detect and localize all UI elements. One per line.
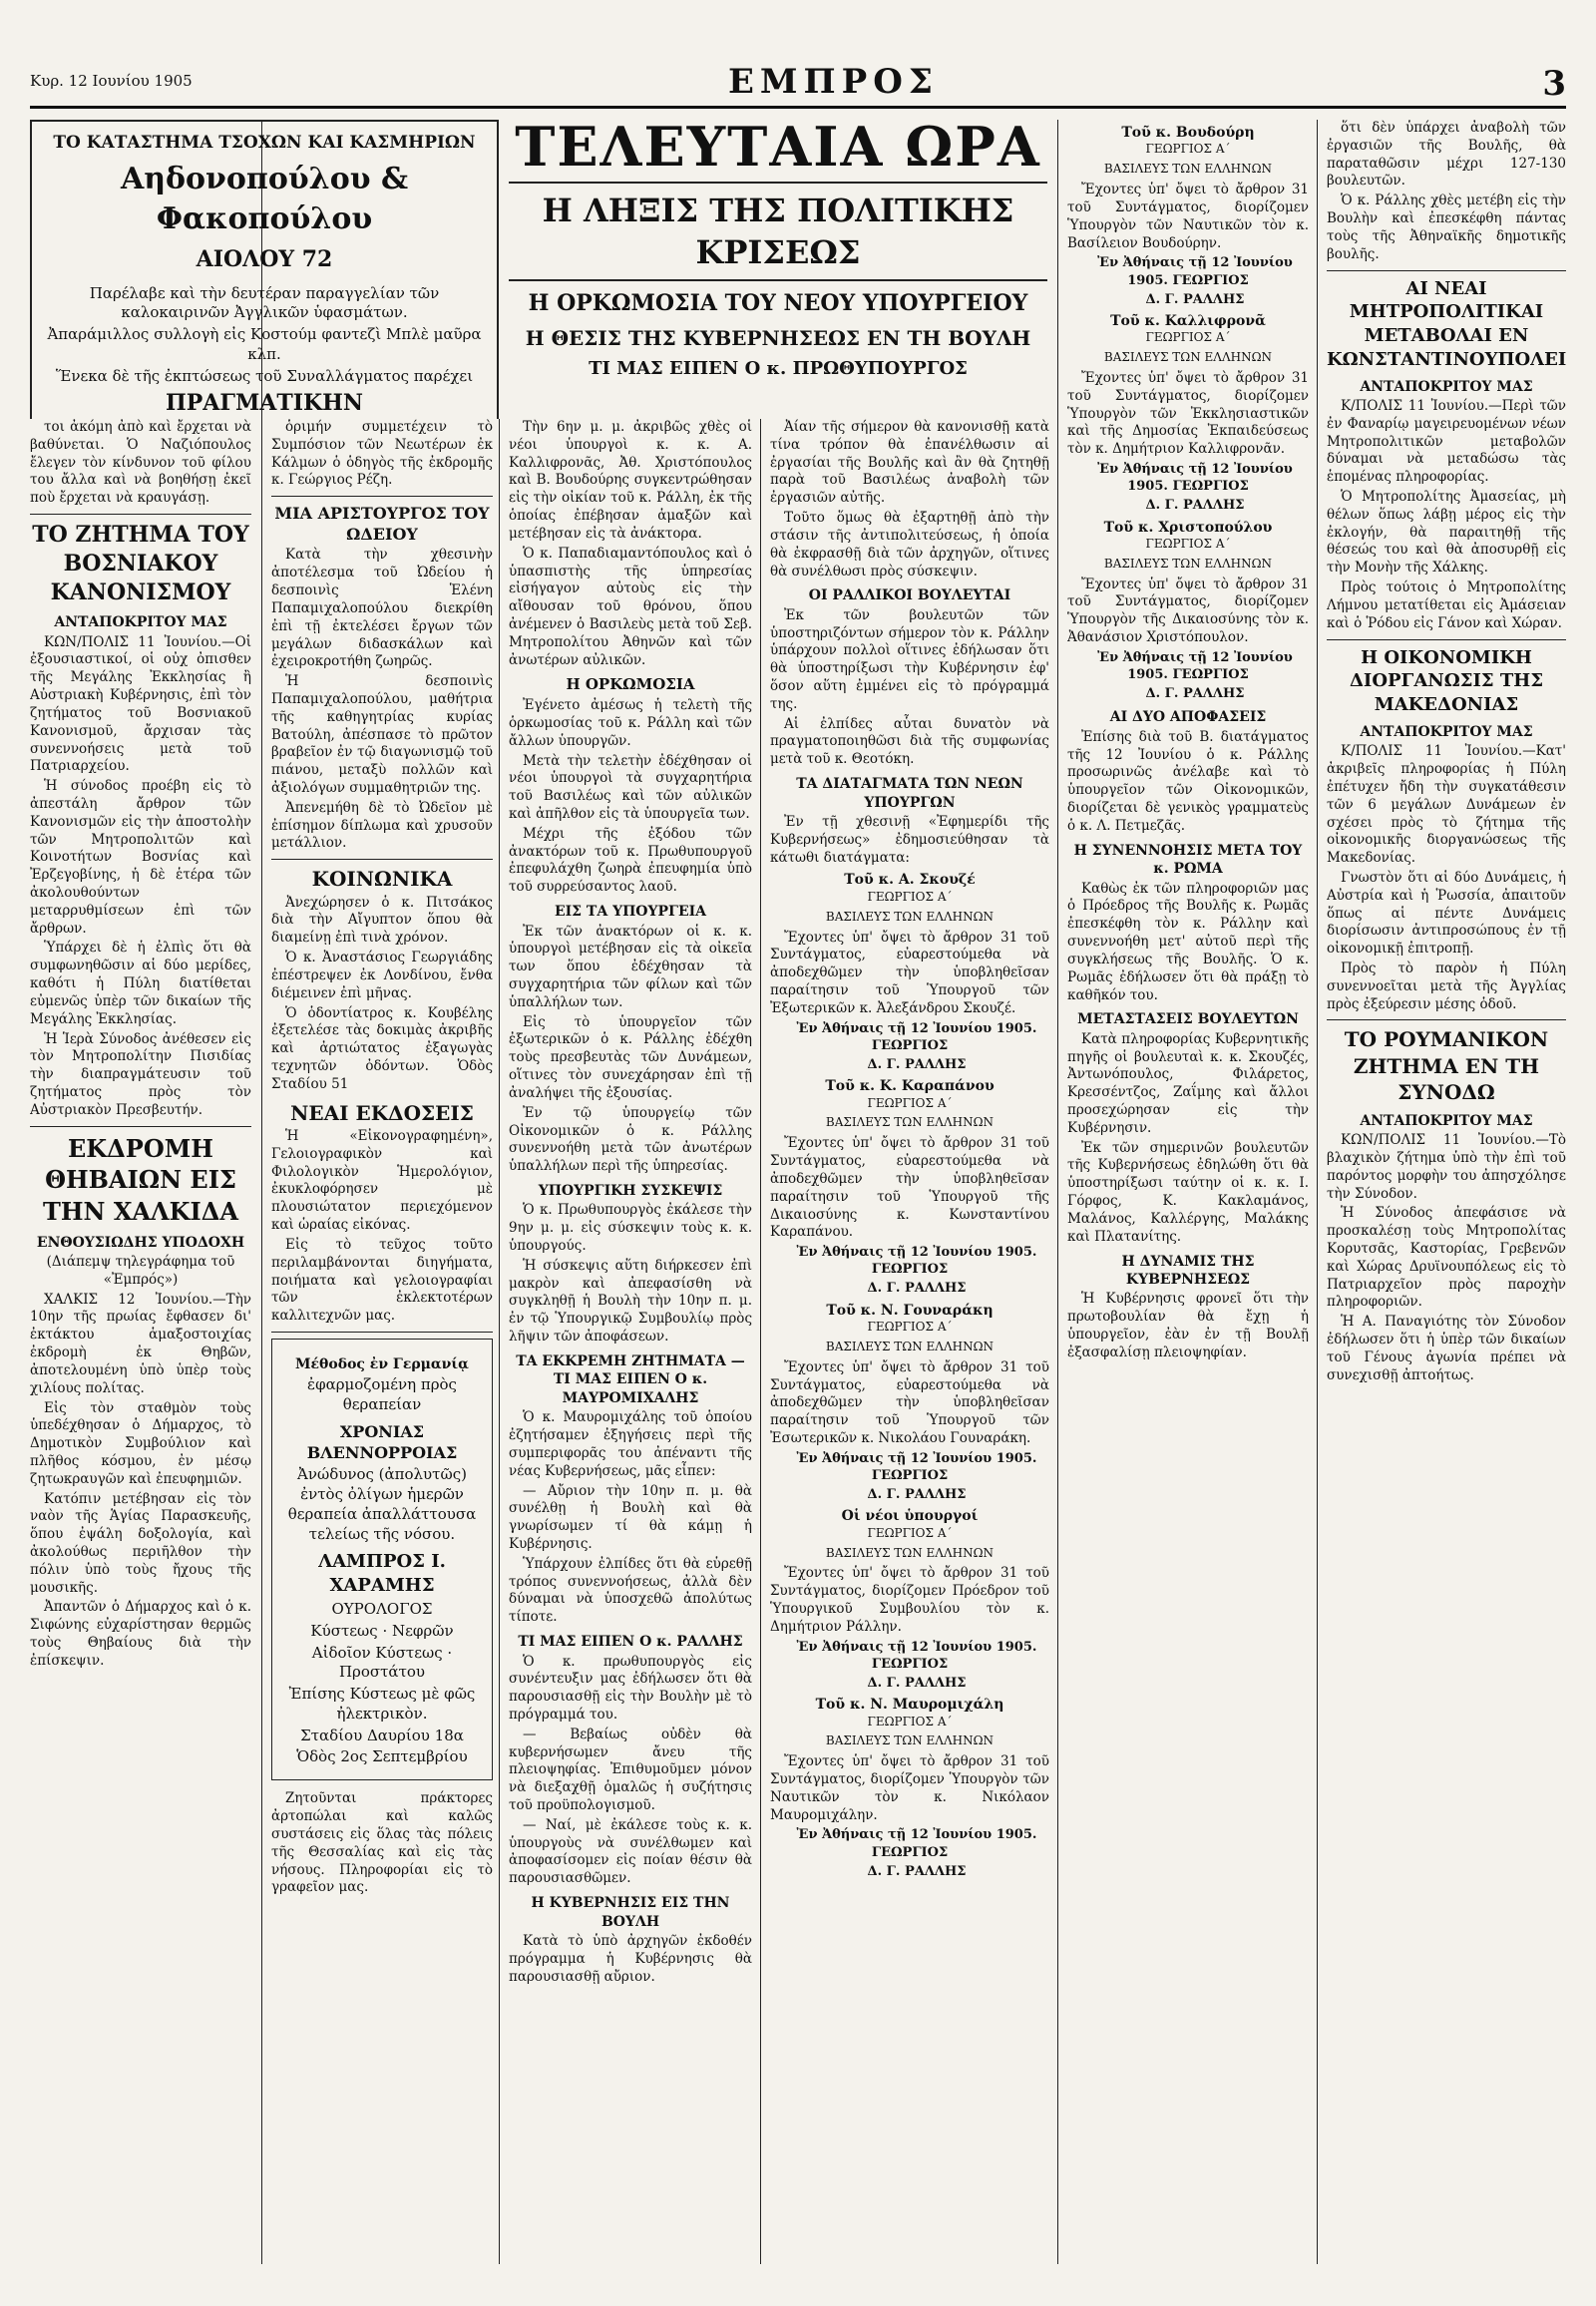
decree-body: Ἔχοντες ὑπ' ὄψει τὸ ἄρθρον 31 τοῦ Συντάγματος, διορίζομεν Ὑπουργὸν τῆς Δικαιοσύνης τὸν κ. Ἀθανάσιον Χριστόπουλον. — [1067, 576, 1309, 646]
ad-doctor-name: ΛΑΜΠΡΟΣ Ι. ΧΑΡΑΜΗΣ — [318, 1551, 446, 1597]
decree-king: ΓΕΩΡΓΙΟΣ Α΄ — [867, 1095, 953, 1110]
headline: Η ΚΥΒΕΡΝΗΣΙΣ ΕΙΣ ΤΗΝ ΒΟΥΛΗ — [531, 1895, 730, 1930]
decree-body: Ἔχοντες ὑπ' ὄψει τὸ ἄρθρον 31 τοῦ Συντάγματος, εὐαρεστούμεθα νὰ ἀποδεχθῶμεν τὴν ὑποβληθεῖσαν παραίτησιν τοῦ Ὑπουργοῦ τῶν Ἐσωτερικῶν κ. Νικολάου Γουναράκη. — [770, 1358, 1049, 1446]
paragraph: Καθὼς ἐκ τῶν πληροφοριῶν μας ὁ Πρόεδρος τῆς Βουλῆς κ. Ρωμᾶς ἐπεσκέφθη τὸν κ. Ράλλην καὶ συνεννοήθη μετ' αὐτοῦ περὶ τῆς συγκλήσεως τῆς Βουλῆς. Ὁ κ. Ρωμᾶς ἐδήλωσεν ὅτι θὰ πράξῃ τὸ καθῆκόν του. — [1067, 880, 1309, 1003]
headline: ΤΙ ΜΑΣ ΕΙΠΕΝ Ο κ. ΡΑΛΛΗΣ — [518, 1634, 743, 1651]
decree-title: Τοῦ κ. Ν. Μαυρομιχάλη — [815, 1697, 1004, 1714]
paragraph: Τοῦτο ὅμως θὰ ἐξαρτηθῇ ἀπὸ τὴν στάσιν τῆς ἀντιπολιτεύσεως, ἡ ὁποία θὰ ἐκφρασθῇ διὰ τῶν ἀρχηγῶν, οἵτινες θὰ συνέλθωσι πρὸς σύσκεψιν. — [770, 510, 1049, 579]
decree-signature: Ἐν Ἀθήναις τῇ 12 Ἰουνίου 1905. ΓΕΩΡΓΙΟΣ — [796, 1245, 1037, 1278]
column-rule — [499, 419, 500, 2264]
paragraph: Ζητοῦνται πράκτορες ἀρτοπώλαι καὶ καλῶς συστάσεις εἰς ὅλας τὰς πόλεις τῆς Θεσσαλίας καὶ εἰς τὰς νήσους. Πληροφορίαι εἰς τὸ γραφεῖον μας. — [271, 1790, 493, 1896]
paragraph: Κ/ΠΟΛΙΣ 11 Ἰουνίου.—Κατ' ἀκριβεῖς πληροφορίας ἡ Πύλη ἐπέτυχεν ἤδη τὴν συγκατάθεσιν τῶν 6 μεγάλων Δυνάμεων ἐν σχέσει πρὸς τὸ ζήτημα τῆς οἰκονομικῆς διοργανώσεως τῆς Μακεδονίας. — [1327, 743, 1566, 867]
headline: ΕΙΣ ΤΑ ΥΠΟΥΡΓΕΙΑ — [554, 904, 707, 921]
paragraph: Ἡ Ἱερὰ Σύνοδος ἀνέθεσεν εἰς τὸν Μητροπολίτην Πισιδίας τὴν διαπραγμάτευσιν τοῦ ζητήματος πρὸς τὸν Αὐστριακὸν Πρεσβευτήν. — [30, 1030, 251, 1118]
headline: ΥΠΟΥΡΓΙΚΗ ΣΥΣΚΕΨΙΣ — [538, 1182, 723, 1199]
column-2 — [271, 419, 493, 2274]
byline: ΑΝΤΑΠΟΚΡΙΤΟΥ ΜΑΣ — [1360, 723, 1533, 740]
decree-body: Ἔχοντες ὑπ' ὄψει τὸ ἄρθρον 31 τοῦ Συντάγματος, διορίζομεν Ὑπουργὸν τῶν Ναυτικῶν τὸν κ. Βασίλειον Βουδούρην. — [1067, 182, 1309, 251]
decree-king: ΓΕΩΡΓΙΟΣ Α΄ — [867, 1320, 953, 1335]
paragraph: Πρὸς τούτοις ὁ Μητροπολίτης Λήμνου μετατίθεται εἰς Ἀμάσειαν καὶ ὁ Ῥόδου εἰς Γάνον καὶ Χώραν. — [1327, 579, 1566, 631]
decree — [770, 1077, 1049, 1297]
ad-subtitle: ἐφαρμοζομένη πρὸς θεραπείαν — [307, 1375, 457, 1414]
column-4 — [770, 419, 1049, 2274]
column-rule — [760, 419, 761, 2264]
ad-text: Παρέλαβε καὶ τὴν δευτέραν παραγγελίαν τῶν καλοκαιρινῶν Ἀγγλικῶν ὑφασμάτων. — [89, 283, 440, 322]
paragraph: Εἰς τὸν σταθμὸν τοὺς ὑπεδέχθησαν ὁ Δήμαρχος, τὸ Δημοτικὸν Συμβούλιον καὶ πλῆθος κόσμου, ἐν μέσῳ ζητωκραυγῶν καὶ ἐπευφημιῶν. — [30, 1399, 251, 1487]
paragraph: Εἰς τὸ ὑπουργεῖον τῶν ἐξωτερικῶν ὁ κ. Ράλλης ἐδέχθη τοὺς πρεσβευτὰς τῶν Δυνάμεων, οἵτινες τὸν συνεχάρησαν ἐπὶ τῇ ἀναλήψει τῆς ἐξουσίας. — [509, 1013, 752, 1101]
paragraph: Αἱ ἐλπίδες αὗται δυνατὸν νὰ πραγματοποιηθῶσι διὰ τῆς συμφωνίας μετὰ τοῦ κ. Θεοτόκη. — [770, 715, 1049, 768]
paragraph: Ὑπάρχει δὲ ἡ ἐλπὶς ὅτι θὰ συμφωνηθῶσιν αἱ δύο μερίδες, καθότι ἡ Πύλη διατίθεται εὐμενῶς ὑπὲρ τῶν δικαίων τῆς Μεγάλης Ἐκκλησίας. — [30, 940, 251, 1027]
byline: ΑΝΤΑΠΟΚΡΙΤΟΥ ΜΑΣ — [54, 614, 227, 631]
clothing-store-ad — [30, 120, 499, 419]
divider — [271, 496, 493, 497]
ad-service: Αἰδοῖον Κύστεως · Προστάτου — [311, 1643, 453, 1682]
decree-body: Ἔχοντες ὑπ' ὄψει τὸ ἄρθρον 31 τοῦ Συντάγματος, διορίζομεν Ὑπουργὸν τῶν Ναυτικῶν τὸν κ. Νικόλαον Μαυρομιχάλην. — [770, 1753, 1049, 1823]
paragraph: Ἐν τῷ ὑπουργείῳ τῶν Οἰκονομικῶν ὁ κ. Ράλλης συνεννοήθη μετὰ τῶν ἀνωτέρων ὑπαλλήλων περὶ τῆς ὑπηρεσίας. — [509, 1104, 752, 1175]
banner-subheadline: Η ΘΕΣΙΣ ΤΗΣ ΚΥΒΕΡΝΗΣΕΩΣ ΕΝ ΤΗ ΒΟΥΛΗ — [525, 325, 1031, 350]
decree-signature: Ἐν Ἀθήναις τῇ 12 Ἰουνίου 1905. ΓΕΩΡΓΙΟΣ — [1097, 462, 1293, 495]
paragraph: Τὴν 6ην μ. μ. ἀκριβῶς χθὲς οἱ νέοι ὑπουργοὶ κ. κ. Α. Καλλιφρονᾶς, Ἀθ. Χριστόπουλος καὶ Β. Βουδούρης συγκεντρώθησαν εἰς τὴν οἰκίαν τοῦ κ. Ράλλη, ἐκ τῆς ὁποίας ἐπέβησαν ἁμαξῶν καὶ μετέβησαν εἰς τὰ ἀνάκτορα. — [509, 419, 752, 542]
headline: Η ΟΡΚΩΜΟΣΙΑ — [566, 675, 695, 694]
banner-subheadline: ΤΙ ΜΑΣ ΕΙΠΕΝ Ο κ. ΠΡΩΘΥΠΟΥΡΓΟΣ — [589, 357, 968, 379]
headline: ΜΙΑ ΑΡΙΣΤΟΥΡΓΟΣ ΤΟΥ ΩΔΕΙΟΥ — [274, 504, 490, 545]
divider — [30, 1126, 251, 1127]
masthead-date: Κυρ. 12 Ιουνίου 1905 — [30, 72, 193, 90]
headline: ΤΟ ΡΟΥΜΑΝΙΚΟΝ ΖΗΤΗΜΑ ΕΝ ΤΗ ΣΥΝΟΔΩ — [1344, 1027, 1549, 1105]
paragraph: ὅτι δὲν ὑπάρχει ἀναβολὴ τῶν ἐργασιῶν τῆς Βουλῆς, θὰ παραταθῶσιν μέχρι 127-130 βουλευτῶν. — [1327, 120, 1566, 190]
note: (Διάπεμψ τηλεγράφημα τοῦ «Ἐμπρός») — [46, 1254, 235, 1288]
paragraph: — Ναί, μὲ ἐκάλεσε τοὺς κ. κ. ὑπουργοὺς νὰ συνέλθωμεν καὶ ἀποφασίσομεν εἰς ποίαν θέσιν θὰ παρουσιασθῶμεν. — [509, 1816, 752, 1887]
ad-text: Ἕνεκα δὲ τῆς ἐκπτώσεως τοῦ Συναλλάγματος παρέχει — [55, 366, 474, 385]
paragraph: Ὁ ὁδοντίατρος κ. Κουβέλης ἐξετελέσε τὰς δοκιμὰς ἀκριβῆς καὶ ἀρτιώτατος ἐξαγωγὰς τεχνητῶν ὀδόντων. Ὁδὸς Σταδίου 51 — [271, 1004, 493, 1092]
decree-countersign: Δ. Γ. ΡΑΛΛΗΣ — [867, 1281, 967, 1297]
paragraph: Κατόπιν μετέβησαν εἰς τὸν ναὸν τῆς Ἁγίας Παρασκευῆς, ὅπου ἐψάλη δοξολογία, καὶ ἀκολούθως περιῆλθον τὴν πόλιν ὑπὸ τοὺς ἤχους τῆς μουσικῆς. — [30, 1490, 251, 1596]
decree-king: ΓΕΩΡΓΙΟΣ Α΄ — [1145, 536, 1231, 551]
advert-block — [30, 120, 499, 419]
paragraph: Ἀίαν τῆς σήμερον θὰ κανονισθῇ κατὰ τίνα τρόπον θὰ ἐπανέλθωσιν αἱ ἐργασίαι τῆς Βουλῆς καὶ ἂν θὰ ζητηθῇ παρὰ τοῦ Βασιλέως ἀναβολὴ τῶν ἐργασιῶν αὐτῆς. — [770, 419, 1049, 507]
paragraph: Εἰς τὸ τεῦχος τοῦτο περιλαμβάνονται διηγήματα, ποιήματα καὶ γελοιογραφίαι τῶν ἐκλεκτοτέρων καλλιτεχνῶν μας. — [271, 1236, 493, 1325]
paragraph: Ὁ Μητροπολίτης Ἀμασείας, μὴ θέλων ὅπως λάβῃ μέρος εἰς τὴν ἐκλογήν, θὰ παραιτηθῇ τῆς θέσεώς του καὶ θὰ ἀποσυρθῇ εἰς τὴν Μονὴν τῆς Χάλκης. — [1327, 489, 1566, 576]
byline: ΑΝΤΑΠΟΚΡΙΤΟΥ ΜΑΣ — [1360, 378, 1533, 395]
paragraph: Ὁ κ. Μαυρομιχάλης τοῦ ὁποίου ἐζητήσαμεν ἐξηγήσεις περὶ τῆς συμπεριφορᾶς του ἀπέναντι τῆς νέας Κυβερνήσεως, μᾶς εἶπεν: — [509, 1409, 752, 1479]
byline: ΑΝΤΑΠΟΚΡΙΤΟΥ ΜΑΣ — [1360, 1112, 1533, 1129]
decree-countersign: Δ. Γ. ΡΑΛΛΗΣ — [867, 1056, 967, 1072]
paragraph: Ὁ κ. Πρωθυπουργὸς ἐκάλεσε τὴν 9ην μ. μ. εἰς σύσκεψιν τοὺς κ. κ. ὑπουργούς. — [509, 1202, 752, 1255]
decree-title: Τοῦ κ. Καλλιφρονᾶ — [1110, 312, 1266, 329]
masthead — [30, 62, 1566, 109]
ad-doctor-title: ΟΥΡΟΛΟΓΟΣ — [331, 1599, 433, 1618]
paragraph: Ἡ Α. Παναγιότης τὸν Σύνοδον ἐδήλωσεν ὅτι ἡ ὑπὲρ τῶν δικαίων τοῦ Γένους ἀγωνία πρέπει νὰ συνεχισθῇ ἀπτοήτως. — [1327, 1314, 1566, 1383]
paragraph: Ἐκ τῶν βουλευτῶν τῶν ὑποστηριζόντων σήμερον τὸν κ. Ράλλην ὑπάρχουν πολλοὶ οἵτινες ἐδήλωσαν ὅτι θὰ ὑποστηρίξωσι τὴν Κυβέρνησιν ἐφ' ὅσον αὕτη ἐμμένει εἰς τὸ πρόγραμμά της. — [770, 606, 1049, 712]
banner-subheadline: Η ΛΗΞΙΣ ΤΗΣ ΠΟΛΙΤΙΚΗΣ ΚΡΙΣΕΩΣ — [509, 182, 1047, 281]
paragraph: ΧΑΛΚΙΣ 12 Ἰουνίου.—Τὴν 10ην τῆς πρωίας ἔφθασεν δι' ἐκτάκτου ἁμαξοστοιχίας ἐκδρομὴ ἐκ Θηβῶν, ἀποτελουμένη ὑπὸ ὑπὲρ τοὺς χιλίους πολίτας. — [30, 1291, 251, 1396]
headline: ΝΕΑΙ ΕΚΔΟΣΕΙΣ — [290, 1100, 474, 1125]
decree-king: ΓΕΩΡΓΙΟΣ Α΄ — [1145, 330, 1231, 345]
decree-sub: ΒΑΣΙΛΕΥΣ ΤΩΝ ΕΛΛΗΝΩΝ — [1103, 350, 1273, 365]
paragraph: Μετὰ τὴν τελετὴν ἐδέχθησαν οἱ νέοι ὑπουργοὶ τὰ συγχαρητήρια τοῦ Βασιλέως καὶ τῶν αὐλικῶν καὶ ἀπῆλθον εἰς τὰ ὑπουργεῖα των. — [509, 752, 752, 823]
decree — [1067, 519, 1309, 703]
paragraph: Ἐκ τῶν σημερινῶν βουλευτῶν τῆς Κυβερνήσεως ἐδηλώθη ὅτι θὰ ὑποστηρίξωσι ταύτην οἱ κ. κ. Ι. Γόρφος, Κ. Κακλαμάνος, Μαλάνος, Καλλέργης, Μαλάκης καὶ Πλατανίτης. — [1067, 1139, 1309, 1245]
divider — [271, 859, 493, 860]
decree-king: ΓΕΩΡΓΙΟΣ Α΄ — [867, 889, 953, 904]
paragraph: Ἀπενεμήθη δὲ τὸ Ὠδεῖον μὲ ἐπίσημον δίπλωμα καὶ χρυσοῦν μετάλλιον. — [271, 799, 493, 852]
headline: ΤΟ ΖΗΤΗΜΑ ΤΟΥ ΒΟΣΝΙΑΚΟΥ ΚΑΝΟΝΙΣΜΟΥ — [32, 522, 249, 606]
decree-signature: Ἐν Ἀθήναις τῇ 12 Ἰουνίου 1905. ΓΕΩΡΓΙΟΣ — [796, 1020, 1037, 1053]
banner-subheadline: Η ΟΡΚΩΜΟΣΙΑ ΤΟΥ ΝΕΟΥ ΥΠΟΥΡΓΕΙΟΥ — [528, 290, 1028, 317]
decree-title: Τοῦ κ. Βουδούρη — [1121, 125, 1255, 141]
decree-title: Τοῦ κ. Ν. Γουναράκη — [826, 1302, 994, 1319]
headline: ΤΑ ΕΚΚΡΕΜΗ ΖΗΤΗΜΑΤΑ — ΤΙ ΜΑΣ ΕΙΠΕΝ Ο κ. ΜΑΥΡΟΜΙΧΑΛΗΣ — [516, 1352, 745, 1406]
headline: ΜΕΤΑΣΤΑΣΕΙΣ ΒΟΥΛΕΥΤΩΝ — [1077, 1011, 1299, 1028]
decree — [770, 871, 1049, 1073]
masthead-title: ΕΜΠΡΟΣ — [728, 62, 939, 102]
paragraph: Μέχρι τῆς ἐξόδου τῶν ἀνακτόρων τοῦ κ. Πρωθυπουργοῦ ἐπεφυλάχθη ζωηρὰ ἐπευφημία ὑπὸ τοῦ συρρεύσαντος λαοῦ. — [509, 825, 752, 896]
ad-names: Αηδονοπούλου & Φακοπούλου — [120, 162, 409, 237]
paragraph: ΚΩΝ/ΠΟΛΙΣ 11 Ἰουνίου.—Οἱ ἐξουσιαστικοί, οἱ οὐχ ὀπισθεν τῆς Μεγάλης Ἐκκλησίας ἢ Αὐστριακὴ Κυβέρνησις, ἐπὶ τὸν ζητήματος τοῦ Βοσνιακοῦ Κανονισμοῦ, ἄρχισαν τὰς συνεννοήσεις μετὰ τοῦ Πατριαρχείου. — [30, 633, 251, 775]
ad-street: Σταδίου Δαυρίου 18α — [300, 1726, 464, 1744]
decree-signature: Ἐν Ἀθήναις τῇ 12 Ἰουνίου 1905. ΓΕΩΡΓΙΟΣ — [796, 1827, 1037, 1860]
banner-headline: ΤΕΛΕΥΤΑΙΑ ΩΡΑ — [515, 120, 1041, 179]
lead-banner — [509, 120, 1047, 419]
headline: Η ΣΥΝΕΝΝΟΗΣΙΣ ΜΕΤΑ ΤΟΥ κ. ΡΩΜΑ — [1073, 842, 1303, 878]
decree-king: ΓΕΩΡΓΙΟΣ Α΄ — [1145, 142, 1231, 157]
decree-body: Ἔχοντες ὑπ' ὄψει τὸ ἄρθρον 31 τοῦ Συντάγματος, διορίζομεν Ὑπουργὸν τῶν Ἐκκλησιαστικῶν καὶ τῆς Δημοσίας Ἐκπαιδεύσεως τὸν κ. Δημήτριον Καλλιφρονᾶν. — [1067, 369, 1309, 458]
ad-service: Ἐπίσης Κύστεως μὲ φῶς ἠλεκτρικὸν. — [288, 1685, 476, 1723]
decree-title: Οἱ νέοι ὑπουργοί — [841, 1508, 979, 1525]
decree-body: Ἔχοντες ὑπ' ὄψει τὸ ἄρθρον 31 τοῦ Συντάγματος, εὐαρεστούμεθα νὰ ἀποδεχθῶμεν τὴν ὑποβληθεῖσαν παραίτησιν τοῦ Ὑπουργοῦ τῆς Δικαιοσύνης κ. Κωνσταντίνου Καραπάνου. — [770, 1135, 1049, 1241]
page-number: 3 — [1542, 64, 1566, 104]
paragraph: Ὁ κ. Παπαδιαμαντόπουλος καὶ ὁ ὑπασπιστὴς τῆς ὑπηρεσίας εἰσήγαγον αὐτοὺς εἰς τὴν αἴθουσαν τοῦ θρόνου, ὅπου ἀνέμενεν ὁ Βασιλεὺς μετὰ τοῦ Σεβ. Μητροπολίτου Ἀθηνῶν καὶ τῶν ἀνωτέρων αὐλικῶν. — [509, 545, 752, 668]
divider — [271, 1332, 493, 1333]
headline: ΑΙ ΝΕΑΙ ΜΗΤΡΟΠΟΛΙΤΙΚΑΙ ΜΕΤΑΒΟΛΑΙ ΕΝ ΚΩΝΣΤΑΝΤΙΝΟΥΠΟΛΕΙ — [1327, 277, 1566, 370]
doctor-ad — [271, 1339, 493, 1780]
paragraph: Ἡ Σύνοδος ἀπεφάσισε νὰ προσκαλέσῃ τοὺς Μητροπολίτας Κορυτσᾶς, Καστορίας, Γρεβενῶν καὶ Χώρας Δρυϊνουπόλεως εἰς τὸ Πατριαρχεῖον πρὸς παροχὴν πληροφοριῶν. — [1327, 1205, 1566, 1311]
decree-sub: ΒΑΣΙΛΕΥΣ ΤΩΝ ΕΛΛΗΝΩΝ — [825, 1545, 995, 1560]
paragraph: Ἡ σύνοδος προέβη εἰς τὸ ἀπεστάλη ἄρθρον τῶν Κανονισμῶν εἰς τὴν ἀποστολὴν τῶν Μητροπολιτῶν καὶ Κοινοτήτων Βοσνίας καὶ Ἐρζεγοβίνης, ἡ δὲ ἑτέρα τῶν ἀκολουθούντων μεταρρυθμίσεων ἐπὶ τῶν ἄρθρων. — [30, 778, 251, 937]
column-rule — [1317, 120, 1318, 2264]
decree-countersign: Δ. Γ. ΡΑΛΛΗΣ — [867, 1675, 967, 1691]
decree-sub: ΒΑΣΙΛΕΥΣ ΤΩΝ ΕΛΛΗΝΩΝ — [825, 1339, 995, 1353]
divider — [30, 514, 251, 515]
paragraph: Κατὰ τὴν χθεσινὴν ἀποτέλεσμα τοῦ Ὠδείου ἡ δεσποινὶς Ἑλένη Παπαμιχαλοπούλου διεκρίθη ἐπὶ τῇ ἐκτελέσει ἔργων τῶν μεγάλων διδασκάλων καὶ ἐχειροκροτήθη ζωηρῶς. — [271, 547, 493, 670]
headline: ΕΚΔΡΟΜΗ ΘΗΒΑΙΩΝ ΕΙΣ ΤΗΝ ΧΑΛΚΙΔΑ — [42, 1133, 239, 1226]
decree — [1067, 312, 1309, 515]
column-rule — [261, 120, 262, 2264]
decree-king: ΓΕΩΡΓΙΟΣ Α΄ — [867, 1525, 953, 1540]
ad-disease: ΧΡΟΝΙΑΣ ΒΛΕΝΝΟΡΡΟΙΑΣ — [306, 1422, 458, 1463]
column-6 — [1327, 120, 1566, 2274]
headline: ΑΙ ΔΥΟ ΑΠΟΦΑΣΕΙΣ — [1109, 709, 1267, 726]
paragraph: Ἐκ τῶν ἀνακτόρων οἱ κ. κ. ὑπουργοὶ μετέβησαν εἰς τὰ οἰκεῖα των ὅπου ἐδέχθησαν τὰ συγχαρητήρια τῶν φίλων καὶ τῶν ὑπαλλήλων των. — [509, 923, 752, 1010]
decree-countersign: Δ. Γ. ΡΑΛΛΗΣ — [867, 1487, 967, 1503]
paragraph: Ἀνεχώρησεν ὁ κ. Πιτσάκος διὰ τὴν Αἴγυπτον ὅπου θὰ διαμείνῃ ἐπὶ τινὰ χρόνον. — [271, 894, 493, 947]
decree-signature: Ἐν Ἀθήναις τῇ 12 Ἰουνίου 1905. ΓΕΩΡΓΙΟΣ — [796, 1450, 1037, 1483]
paragraph: Ὁ κ. πρωθυπουργὸς εἰς συνέντευξιν μας ἐδήλωσεν ὅτι θὰ παρουσιασθῇ εἰς τὴν Βουλὴν μὲ τὸ πρόγραμμά του. — [509, 1653, 752, 1723]
decree-countersign: Δ. Γ. ΡΑΛΛΗΣ — [1145, 291, 1245, 307]
divider — [1327, 270, 1566, 271]
decree-countersign: Δ. Γ. ΡΑΛΛΗΣ — [867, 1863, 967, 1879]
paragraph: Ἐγένετο ἀμέσως ἡ τελετὴ τῆς ὁρκωμοσίας τοῦ κ. Ράλλη καὶ τῶν ἄλλων ὑπουργῶν. — [509, 697, 752, 749]
decree-signature: Ἐν Ἀθήναις τῇ 12 Ἰουνίου 1905. ΓΕΩΡΓΙΟΣ — [1097, 649, 1293, 683]
decree-body: Ἔχοντες ὑπ' ὄψει τὸ ἄρθρον 31 τοῦ Συντάγματος, εὐαρεστούμεθα νὰ ἀποδεχθῶμεν τὴν ὑποβληθεῖσαν παραίτησιν τοῦ Ὑπουργοῦ τῶν Ἐξωτερικῶν κ. Ἀλεξάνδρου Σκουζέ. — [770, 929, 1049, 1016]
ad-text: Ἀπαράμιλλος συλλογὴ εἰς Κοστούμ φαντεζὶ Μπλὲ μαῦρα κλπ. — [47, 325, 482, 364]
paragraph: — Βεβαίως οὐδὲν θὰ κυβερνήσωμεν ἄνευ τῆς πλειοψηφίας. Ἐπιθυμοῦμεν μόνον νὰ διεξαχθῇ ὁμαλῶς ἡ συζήτησις τοῦ προϋπολογισμοῦ. — [509, 1726, 752, 1814]
paragraph: Γνωστὸν ὅτι αἱ δύο Δυνάμεις, ἡ Αὐστρία καὶ ἡ Ῥωσσία, ἀπαιτοῦν ὅπως αἱ πέντε Δυνάμεις διορίσωσιν ἀντιπροσώπους ἐν τῇ οἰκονομικῇ ἐπιτροπῇ. — [1327, 869, 1566, 958]
paragraph: Ὑπάρχουν ἐλπίδες ὅτι θὰ εὑρεθῇ τρόπος συνεννοήσεως, ἀλλὰ δὲν δύναμαι νὰ ὑποσχεθῶ ἀπολύτως τίποτε. — [509, 1555, 752, 1626]
paragraph: Ἡ σύσκεψις αὕτη διήρκεσεν ἐπὶ μακρὸν καὶ ἀπεφασίσθη νὰ συγκληθῇ ἡ Βουλὴ τὴν 10ην π. μ. ἐν τῷ Ὑπουργικῷ Συμβουλίῳ πρὸς λῆψιν τῶν ἀποφάσεων. — [509, 1257, 752, 1345]
paragraph: Ὁ κ. Ράλλης χθὲς μετέβη εἰς τὴν Βουλὴν καὶ ἐπεσκέφθη πάντας τοὺς τῆς Ἀθηναϊκῆς δημοτικῆς βουλῆς. — [1327, 192, 1566, 262]
ad-line: ΤΟ ΚΑΤΑΣΤΗΜΑ ΤΣΟΧΩΝ ΚΑΙ ΚΑΣΜΗΡΙΩΝ — [53, 133, 476, 153]
ad-service: Κύστεως · Νεφρῶν — [310, 1621, 454, 1640]
ad-address: ΑΙΟΛΟΥ 72 — [196, 245, 333, 272]
paragraph: Ὁ κ. Ἀναστάσιος Γεωργιάδης ἐπέστρεψεν ἐκ Λονδίνου, ἔνθα διέμεινεν ἐπὶ μῆνας. — [271, 950, 493, 1001]
paragraph: ΚΩΝ/ΠΟΛΙΣ 11 Ἰουνίου.—Τὸ βλαχικὸν ζήτημα ὑπὸ τὴν ἐπὶ τοῦ παρόντος μορφὴν του ἀπησχόλησε τὴν Σύνοδον. — [1327, 1132, 1566, 1202]
decree-body: Ἔχοντες ὑπ' ὄψει τὸ ἄρθρον 31 τοῦ Συντάγματος, διορίζομεν Πρόεδρον τοῦ Ὑπουργικοῦ Συμβουλίου τὸν κ. Δημήτριον Ράλλην. — [770, 1565, 1049, 1635]
ad-floor: Ὁδὸς 2ος Σεπτεμβρίου — [296, 1747, 468, 1766]
paragraph: Ἡ δεσποινὶς Παπαμιχαλοπούλου, μαθήτρια τῆς καθηγητρίας κυρίας Βατούλη, ἀπέσπασε τὸ πρῶτον βραβεῖον ἐν τῷ διαγωνισμῷ τοῦ πιάνου, μεταξὺ πολλῶν καὶ ἀξιολόγων συμμαθητριῶν της. — [271, 673, 493, 797]
paragraph: Ἡ «Εἰκονογραφημένη», Γελοιογραφικὸν καὶ Φιλολογικὸν Ἡμερολόγιον, ἐκυκλοφόρησεν μὲ πλουσιώτατον περιεχόμενον καὶ ὡραίας εἰκόνας. — [271, 1128, 493, 1234]
headline: Η ΔΥΝΑΜΙΣ ΤΗΣ ΚΥΒΕΡΝΗΣΕΩΣ — [1121, 1253, 1255, 1288]
paragraph: Κατὰ τὸ ὑπὸ ἀρχηγῶν ἐκδοθέν πρόγραμμα ἡ Κυβέρνησις θὰ παρουσιασθῇ αὔριον. — [509, 1933, 752, 1985]
decree-signature: Ἐν Ἀθήναις τῇ 12 Ἰουνίου 1905. ΓΕΩΡΓΙΟΣ — [796, 1639, 1037, 1672]
ad-offer: ΠΡΑΓΜΑΤΙΚΗΝ — [165, 389, 364, 416]
subheadline: ΕΝΘΟΥΣΙΩΔΗΣ ΥΠΟΔΟΧΗ — [36, 1234, 245, 1251]
decree — [1067, 124, 1309, 308]
decree-sub: ΒΑΣΙΛΕΥΣ ΤΩΝ ΕΛΛΗΝΩΝ — [825, 1733, 995, 1748]
headline: ΚΟΙΝΩΝΙΚΑ — [311, 867, 453, 892]
decree-sub: ΒΑΣΙΛΕΥΣ ΤΩΝ ΕΛΛΗΝΩΝ — [1103, 162, 1273, 177]
headline: ΤΑ ΔΙΑΤΑΓΜΑΤΑ ΤΩΝ ΝΕΩΝ ΥΠΟΥΡΓΩΝ — [796, 776, 1023, 811]
ad-title: Μέθοδος ἐν Γερμανίᾳ — [295, 1355, 469, 1372]
paragraph: Ἡ Κυβέρνησις φρονεῖ ὅτι τὴν πρωτοβουλίαν θὰ ἔχῃ ἡ ὑπουργεῖον, ἐὰν ἐν τῇ Βουλῇ ἐξασφαλίσῃ πλειοψηφίαν. — [1067, 1291, 1309, 1360]
paragraph: Κατὰ πληροφορίας Κυβερνητικῆς πηγῆς οἱ βουλευταὶ κ. κ. Σκουζές, Ἀντωνόπουλος, Φιλάρετος, Κρεσσέντζος, Ζαΐμης καὶ ἄλλοι προσεχώρησαν εἰς τὴν Κυβέρνησιν. — [1067, 1030, 1309, 1136]
ad-text: Ἀνώδυνος (ἀπολυτῶς) ἐντὸς ὀλίγων ἡμερῶν θεραπεία ἀπαλλάττουσα τελείως τῆς νόσου. — [287, 1465, 477, 1543]
paragraph: Ἀπαντῶν ὁ Δήμαρχος καὶ ὁ κ. Σιφώνης εὐχαρίστησαν θερμῶς τοὺς Θηβαίους διὰ τὴν ἐπίσκεψιν. — [30, 1599, 251, 1669]
paragraph: Κ/ΠΟΛΙΣ 11 Ἰουνίου.—Περὶ τῶν ἐν Φαναρίῳ μαγειρευομένων νέων Μητροπολιτικῶν μεταβολῶν δύναμαι νὰ μεταδώσω τὰς ἑπομένας πληροφορίας. — [1327, 397, 1566, 486]
decree-sub: ΒΑΣΙΛΕΥΣ ΤΩΝ ΕΛΛΗΝΩΝ — [1103, 556, 1273, 571]
paragraph: ὁριμήν συμμετέχειν τὸ Συμπόσιον τῶν Νεωτέρων ἐκ Κάλμων ὁ ὁδηγὸς τῆς ἐκδρομῆς κ. Γεώργιος Ρέζη. — [271, 419, 493, 489]
column-rule — [1057, 120, 1058, 2264]
decree-title: Τοῦ κ. Α. Σκουζέ — [844, 872, 976, 889]
paragraph: Ἐν τῇ χθεσινῇ «Ἐφημερίδι τῆς Κυβερνήσεως» ἐδημοσιεύθησαν τὰ κάτωθι διατάγματα: — [770, 814, 1049, 866]
paragraph: Ἐπίσης διὰ τοῦ Β. διατάγματος τῆς 12 Ἰουνίου ὁ κ. Ράλλης προσωρινῶς ἀνέλαβε καὶ τὸ ὑπουργεῖον τῶν Οἰκονομικῶν, διορίζεται δὲ γενικὸς γραμματεὺς ὁ κ. Λ. Πετμεζᾶς. — [1067, 728, 1309, 834]
paragraph: τοι ἀκόμη ἀπὸ καὶ ἔρχεται νὰ βαθύνεται. Ὁ Ναζιόπουλος ἔλεγεν τὸν κίνδυνον τοῦ φίλου του ἄλλα καὶ νὰ βοηθήσῃ ἐκεῖ ποὺ ἔρχεται νὰ κραυγάσῃ. — [30, 419, 251, 507]
headline: ΟΙ ΡΑΛΛΙΚΟΙ ΒΟΥΛΕΥΤΑΙ — [808, 587, 1011, 604]
divider — [1327, 1019, 1566, 1020]
decree-sub: ΒΑΣΙΛΕΥΣ ΤΩΝ ΕΛΛΗΝΩΝ — [825, 1115, 995, 1130]
column-3 — [509, 419, 752, 2274]
decree — [770, 1302, 1049, 1504]
column-1 — [30, 419, 251, 2274]
decree — [770, 1696, 1049, 1880]
divider — [1327, 639, 1566, 640]
decree-countersign: Δ. Γ. ΡΑΛΛΗΣ — [1145, 498, 1245, 514]
decree-sub: ΒΑΣΙΛΕΥΣ ΤΩΝ ΕΛΛΗΝΩΝ — [825, 909, 995, 924]
decree-title: Τοῦ κ. Χριστοπούλου — [1103, 519, 1273, 536]
decree — [770, 1507, 1049, 1692]
decree-king: ΓΕΩΡΓΙΟΣ Α΄ — [867, 1714, 953, 1729]
decree-countersign: Δ. Γ. ΡΑΛΛΗΣ — [1145, 686, 1245, 702]
decree-title: Τοῦ κ. Κ. Καραπάνου — [825, 1078, 995, 1095]
column-5 — [1067, 120, 1309, 2274]
headline: Η ΟΙΚΟΝΟΜΙΚΗ ΔΙΟΡΓΑΝΩΣΙΣ ΤΗΣ ΜΑΚΕΔΟΝΙΑΣ — [1349, 646, 1544, 716]
paragraph: Πρὸς τὸ παρὸν ἡ Πύλη συνεννοεῖται μετὰ τῆς Ἀγγλίας πρὸς ἐξεύρεσιν μέσης ὁδοῦ. — [1327, 961, 1566, 1012]
decree-signature: Ἐν Ἀθήναις τῇ 12 Ἰουνίου 1905. ΓΕΩΡΓΙΟΣ — [1097, 255, 1293, 288]
paragraph: — Αὔριον τὴν 10ην π. μ. θὰ συνέλθῃ ἡ Βουλὴ καὶ θὰ γνωρίσωμεν τί θὰ κάμῃ ἡ Κυβέρνησις. — [509, 1482, 752, 1553]
